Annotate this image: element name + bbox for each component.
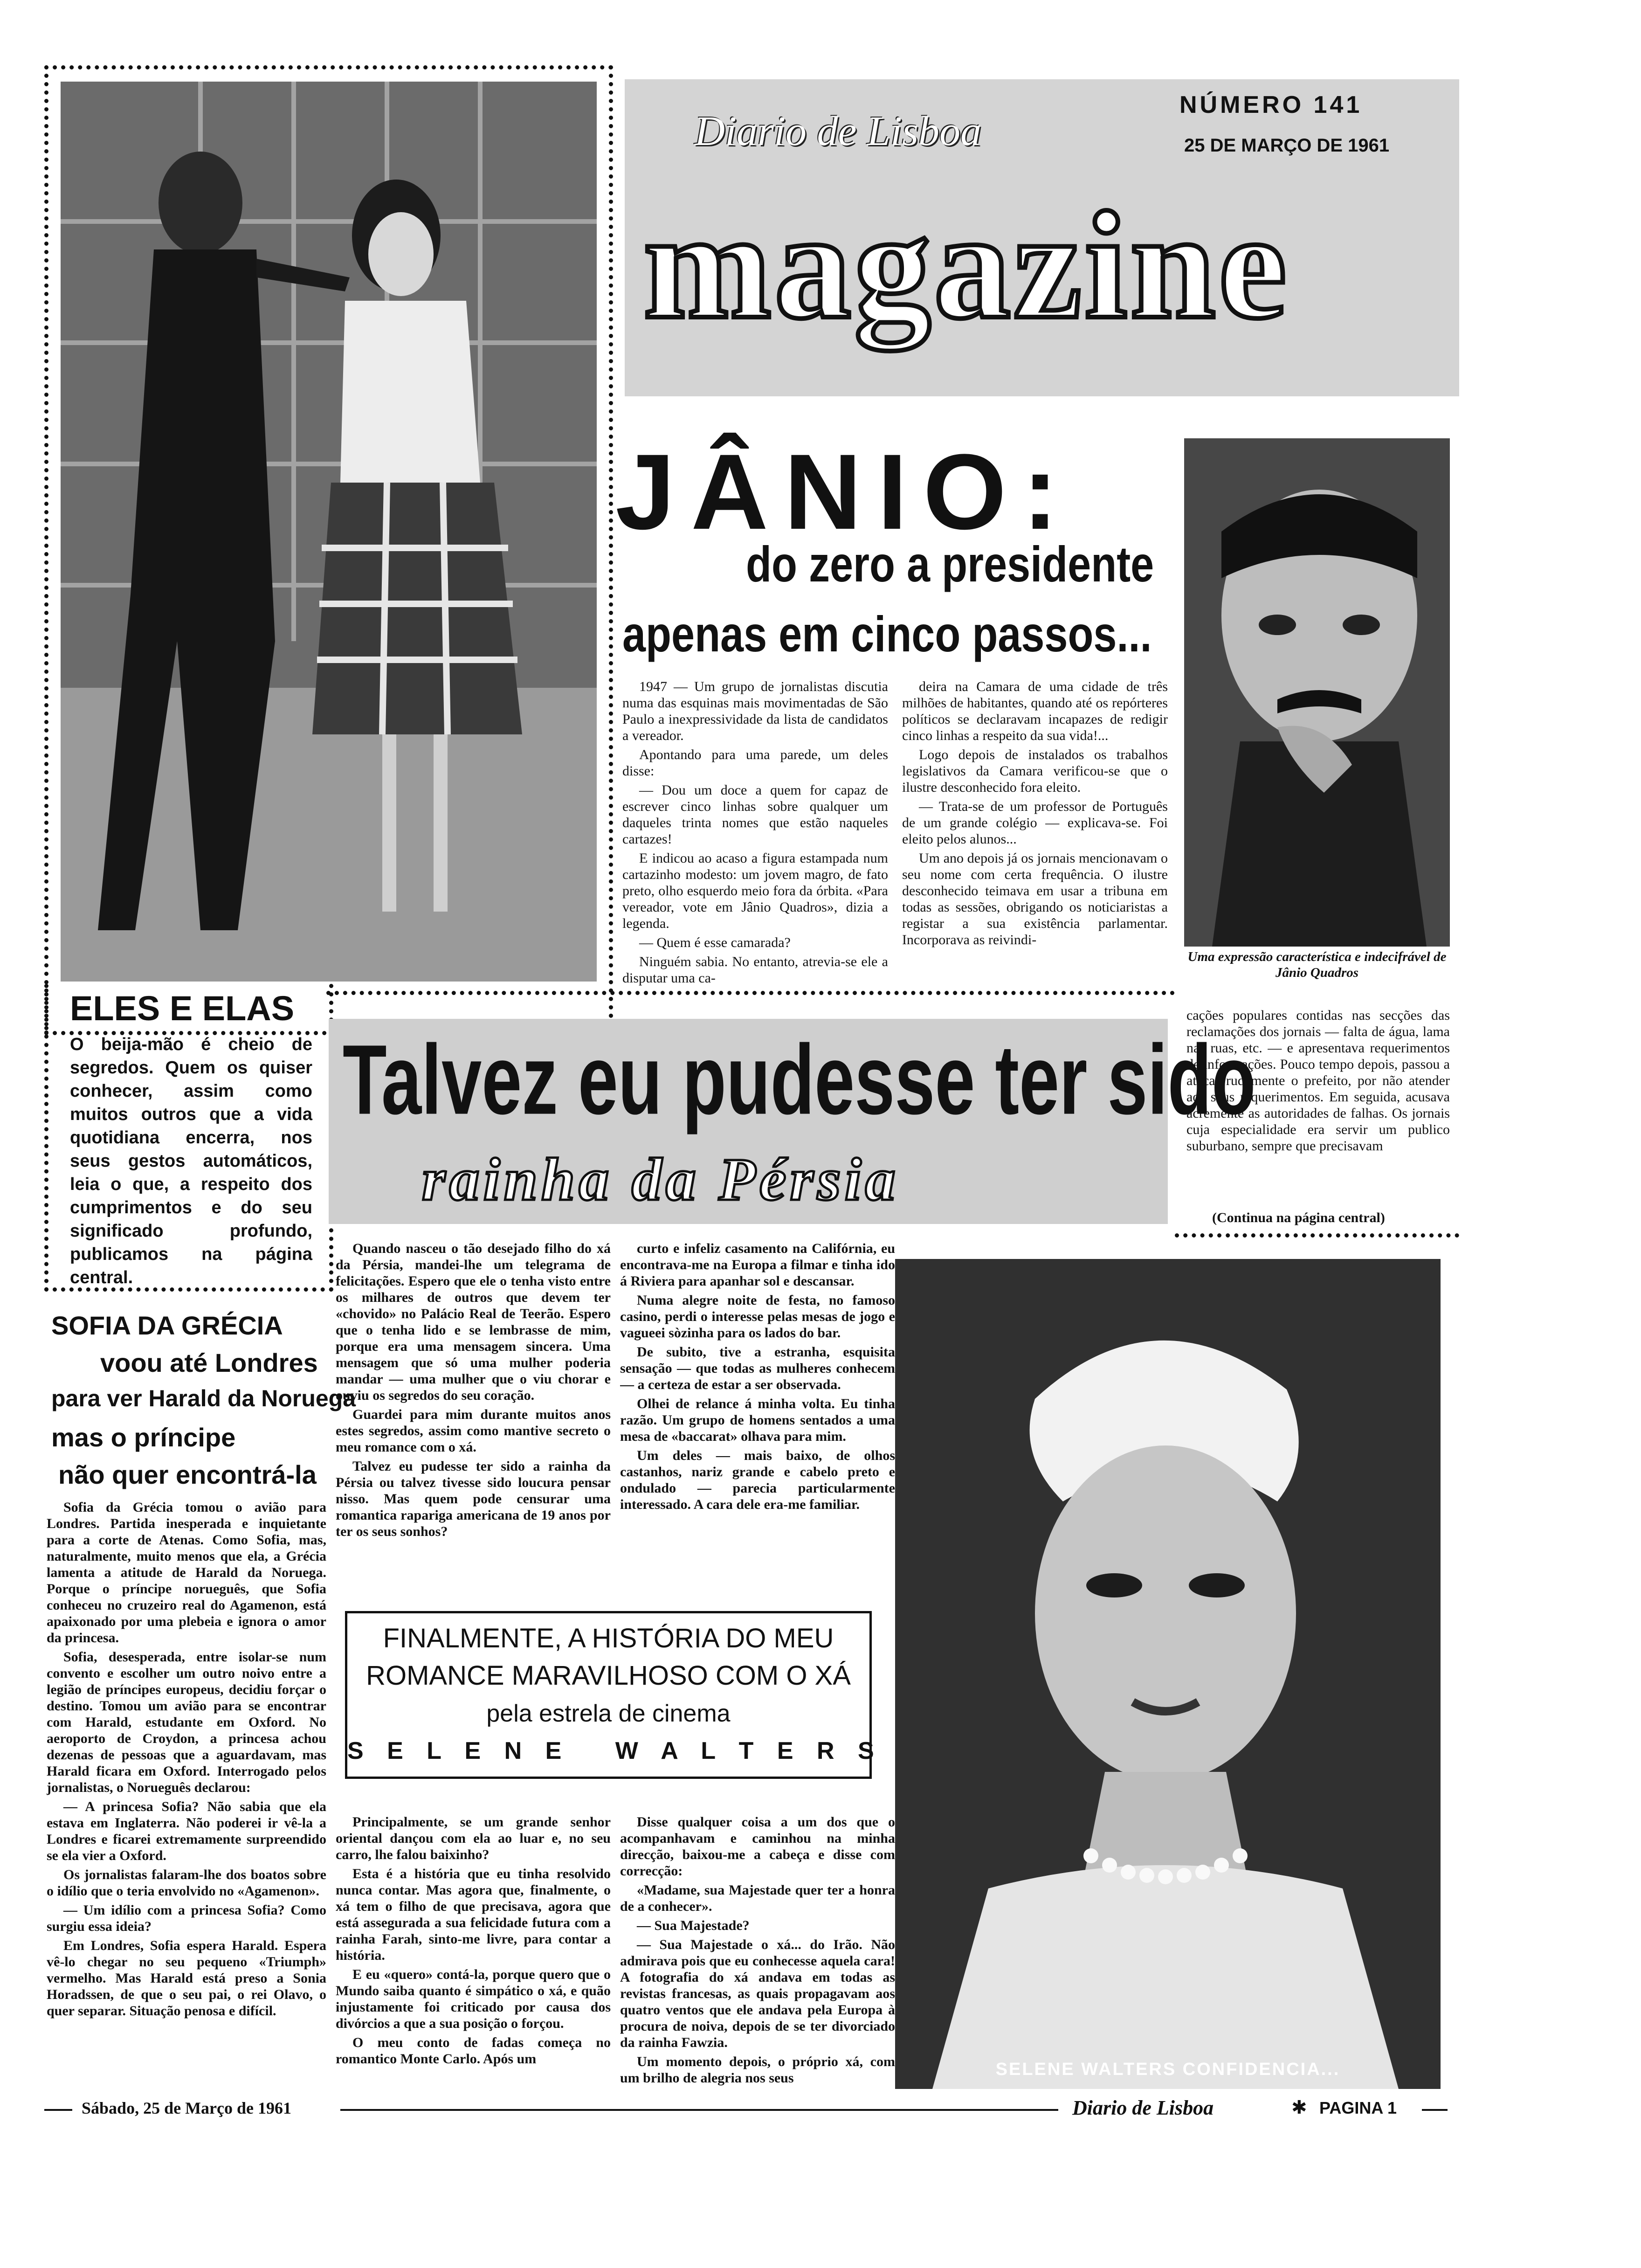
janio-para: deira na Camara de uma cidade de três milhões de habitantes, quando até os repórteres políticos se declaravam incapazes de redigir cinco linhas a respeito da sua vida!...: [902, 679, 1168, 743]
sofia-headline-1: SOFIA DA GRÉCIA: [51, 1311, 283, 1340]
eles-elas-text: O beija-mão é cheio de segredos. Quem os quiser conhecer, assim como muitos outros que a vida quotidiana encerra, nos seus gestos automáticos, leia o que, a respeito dos cumprimentos e do seu significado profundo, publicamos na página central.: [70, 1035, 312, 1287]
persia-para: Um momento depois, o próprio xá, com um brilho de alegria nos seus: [620, 2054, 895, 2086]
persia-para: Esta é a história que eu tinha resolvido nunca contar. Mas agora que, finalmente, o xá tem o filho de que precisava, agora que está assegurada a sua felicidade futura com a rainha Farah, sinto-me livre, para contar a história.: [336, 1866, 611, 1963]
issue-number: NÚMERO 141: [1179, 91, 1363, 118]
persia-col-3: [336, 1814, 611, 2098]
janio-para: Logo depois de instalados os trabalhos legislativos da Camara verificou-se que o ilustre desconhecido fora eleito.: [902, 747, 1168, 795]
eles-elas-title: ELES E ELAS: [70, 989, 295, 1028]
sofia-para: Os jornalistas falaram-lhe dos boatos sobre o idílio que o teria envolvido no «Agamenon».: [47, 1867, 326, 1899]
photo-selene: [895, 1259, 1441, 2089]
sofia-headline-4: mas o príncipe: [51, 1423, 236, 1452]
persia-headline-box: [329, 1019, 1256, 1224]
sofia-para: Em Londres, Sofia espera Harald. Espera vê-lo chegar no seu pequeno «Triumph» vermelho. Mas Harald está preso a Sonia Horadssen, de que o seu pai, o rei Olavo, o quer separar. Situação penosa e difícil.: [47, 1938, 326, 2019]
sofia-para: Sofia, desesperada, entre isolar-se num convento e escolher um outro noivo entre a legião de príncipes europeus, decidiu forçar o destino. Tomou um avião para se encontrar com Harald, estudante em Oxford. No aeroporto de Croydon, a princesa achou dezenas de pessoas que a aguardavam, mas Harald ficara em Oxford. Interrogado pelos jornalistas, o Norueguês declarou:: [47, 1649, 326, 1795]
sofia-body: [47, 1499, 326, 2091]
footer-rule-left: [44, 2109, 72, 2111]
photo-janio: [1184, 438, 1450, 947]
janio-para: E indicou ao acaso a figura estampada num cartazinho modesto: um jovem magro, de fato preto, olho esquerdo meio fora da órbita. «Para vereador, vote em Jânio Quadros», dizia a legenda.: [622, 850, 888, 931]
footer-rule-right: [1422, 2109, 1448, 2111]
photo-couple: [61, 82, 597, 982]
finalmente-line2: ROMANCE MARAVILHOSO COM O XÁ: [366, 1660, 851, 1691]
photo-janio-illustration: [1184, 438, 1450, 947]
finalmente-box: [345, 1611, 883, 1779]
masthead-block: [625, 79, 1459, 396]
star-rule-right: [1175, 1233, 1459, 1238]
persia-para: Guardei para mim durante muitos anos estes segredos, assim como mantive secreto o meu romance com o xá.: [336, 1407, 611, 1455]
janio-para: — Dou um doce a quem for capaz de escrever cinco linhas sobre qualquer um daqueles trinta nomes que estão naqueles cartazes!: [622, 782, 888, 847]
persia-para: De subito, tive a estranha, esquisita sensação — que todas as mulheres conhecem — a certeza de estar a ser observada.: [620, 1344, 895, 1392]
janio-subhead-1: do zero a presidente: [746, 537, 1154, 593]
janio-para: Ninguém sabia. No entanto, atrevia-se ele a disputar uma ca-: [622, 954, 888, 986]
janio-subhead-2: apenas em cinco passos...: [622, 607, 1152, 663]
janio-col-1: [622, 678, 888, 1014]
finalmente-line4: S E L E N E W A L T E R S: [347, 1737, 883, 1764]
persia-col-1: [336, 1240, 611, 1576]
janio-para: — Trata-se de um professor de Português de um grande colégio — explicava-se. Foi eleito pelos alunos...: [902, 799, 1168, 847]
janio-caption: Uma expressão característica e indecifrável de Jânio Quadros: [1187, 949, 1447, 980]
selene-caption: SELENE WALTERS CONFIDENCIA...: [995, 2060, 1340, 2079]
janio-col-2: [902, 678, 1168, 1014]
janio-para: Apontando para uma parede, um deles disse:: [622, 747, 888, 779]
sofia-headline-3: para ver Harald da Noruega: [51, 1385, 356, 1411]
janio-continua: (Continua na página central): [1212, 1210, 1385, 1225]
footer-page-star-icon: ✱: [1291, 2097, 1307, 2118]
persia-para: O meu conto de fadas começa no romantico Monte Carlo. Após um: [336, 2035, 611, 2067]
janio-headline: JÂNIO:: [615, 432, 1074, 552]
janio-para: 1947 — Um grupo de jornalistas discutia numa das esquinas mais movimentadas de São Paulo a inexpressividade da lista de candidatos a vereador.: [622, 679, 888, 743]
sofia-para: — A princesa Sofia? Não sabia que ela estava em Inglaterra. Não poderei ir vê-la a Londres e ficarei extremamente surpreendido se ela vier a Oxford.: [47, 1799, 326, 1863]
persia-para: Numa alegre noite de festa, no famoso casino, perdi o interesse pelas mesas de jogo e vagueei sòzinha para os lados do bar.: [620, 1293, 895, 1341]
sofia-para: — Um idílio com a princesa Sofia? Como surgiu essa ideia?: [47, 1902, 326, 1934]
sofia-headline-5: não quer encontrá-la: [58, 1460, 317, 1489]
photo-selene-illustration: [895, 1259, 1441, 2089]
masthead-paper-name: Diario de Lisboa: [695, 108, 982, 154]
footer-rule-mid: [340, 2109, 1058, 2111]
janio-para: Um ano depois já os jornais mencionavam o seu nome com certa frequência. O ilustre desconhecido teimava em usar a tribuna em todas as sessões, obrigando os noticiaristas a registar a sua existência parlamentar. Incorporava as reivindi-: [902, 850, 1168, 947]
persia-para: Principalmente, se um grande senhor oriental dançou com ela ao luar e, no seu carro, lhe falou baixinho?: [336, 1814, 611, 1862]
persia-para: — Sua Majestade o xá... do Irão. Não admirava pois que eu conhecesse aquela cara! A fotografia do xá andava em todas as revistas francesas, as quais propagavam aos quatro ventos que ele andava pela Europa à procura de noiva, depois de se ter divorciado da rainha Fawzia.: [620, 1937, 895, 2050]
persia-para: Um deles — mais baixo, de olhos castanhos, nariz grande e cabelo preto e ondulado — parecia particularmente interessado. A cara dele era-me familiar.: [620, 1448, 895, 1512]
janio-para: cações populares contidas nas secções das reclamações dos jornais — falta de água, lama nas ruas, etc. — e apresentava requerimentos de informações. Pouco tempo depois, passou a atacar rudemente o prefeito, por não atender aos seus requerimentos. Em seguida, acusava acremente as autoridades de falhas. Os jornais cuja especialidade era servir um publico suburbano, sempre que precisavam: [1186, 1008, 1450, 1154]
persia-para: Quando nasceu o tão desejado filho do xá da Pérsia, mandei-lhe um telegrama de felicitações. Espero que ele o tenha visto entre os milhares de outros que devem ter «chovido» no Palácio Real de Teerão. Espero que o tenha lido e se lembrasse de mim, porque era uma mensagem sincera. Uma mensagem que só uma mulher poderia mandar — uma mulher que o viu chorar e ouviu os segredos do seu coração.: [336, 1241, 611, 1403]
janio-para: — Quem é esse camarada?: [639, 935, 791, 950]
persia-col-4: [620, 1814, 895, 2098]
finalmente-line1: FINALMENTE, A HISTÓRIA DO MEU: [383, 1623, 834, 1653]
masthead-magazine: magazine: [643, 180, 1290, 351]
persia-col-2: [620, 1240, 895, 1576]
persia-para: E eu «quero» contá-la, porque quero que o Mundo saiba quanto é simpático o xá, e quão injustamente foi criticado por causa dos divórcios a que a sua posição o forçou.: [336, 1967, 611, 2031]
persia-para: Olhei de relance á minha volta. Eu tinha razão. Um grupo de homens sentados a uma mesa de «baccarat» olhava para mim.: [620, 1396, 895, 1444]
persia-para: curto e infeliz casamento na Califórnia, eu encontrava-me na Europa a filmar e tinha ido á Riviera para apanhar sol e descansar.: [620, 1241, 895, 1289]
persia-para: Talvez eu pudesse ter sido a rainha da Pérsia ou talvez tivesse sido loucura pensar nisso. Mas quem pode censurar uma romantica rapariga americana de 19 anos por ter os seus sonhos?: [336, 1459, 611, 1539]
footer-page: PAGINA 1: [1319, 2098, 1397, 2117]
footer-date: Sábado, 25 de Março de 1961: [82, 2099, 291, 2117]
sofia-headline-2: voou até Londres: [100, 1348, 318, 1377]
photo-couple-illustration: [61, 82, 597, 982]
star-rule-top: [326, 991, 1175, 995]
persia-para: — Sua Majestade?: [637, 1918, 750, 1933]
persia-para: Disse qualquer coisa a um dos que o acompanhavam e caminhou na minha direcção, baixou-me a cabeça e disse com correcção:: [620, 1814, 895, 1879]
persia-headline-line1: Talvez eu pudesse ter sido: [343, 1024, 1256, 1135]
persia-headline-line2: rainha da Pérsia: [422, 1146, 899, 1213]
persia-para: «Madame, sua Majestade quer ter a honra de a conhecer».: [620, 1882, 895, 1914]
sofia-para: Sofia da Grécia tomou o avião para Londres. Partida inesperada e inquietante para a corte de Atenas. Como Sofia, mas, naturalmente, muito menos que ela, a Grécia lamenta a atitude de Harald da Noruega. Porque o príncipe norueguês, que Sofia conheceu no cruzeiro real do Agamenon, está apaixonado por uma plebeia e ignora o amor da princesa.: [47, 1500, 326, 1646]
finalmente-line3: pela estrela de cinema: [486, 1700, 731, 1727]
footer-paper: Diario de Lisboa: [1072, 2096, 1214, 2119]
issue-date: 25 DE MARÇO DE 1961: [1184, 135, 1390, 156]
